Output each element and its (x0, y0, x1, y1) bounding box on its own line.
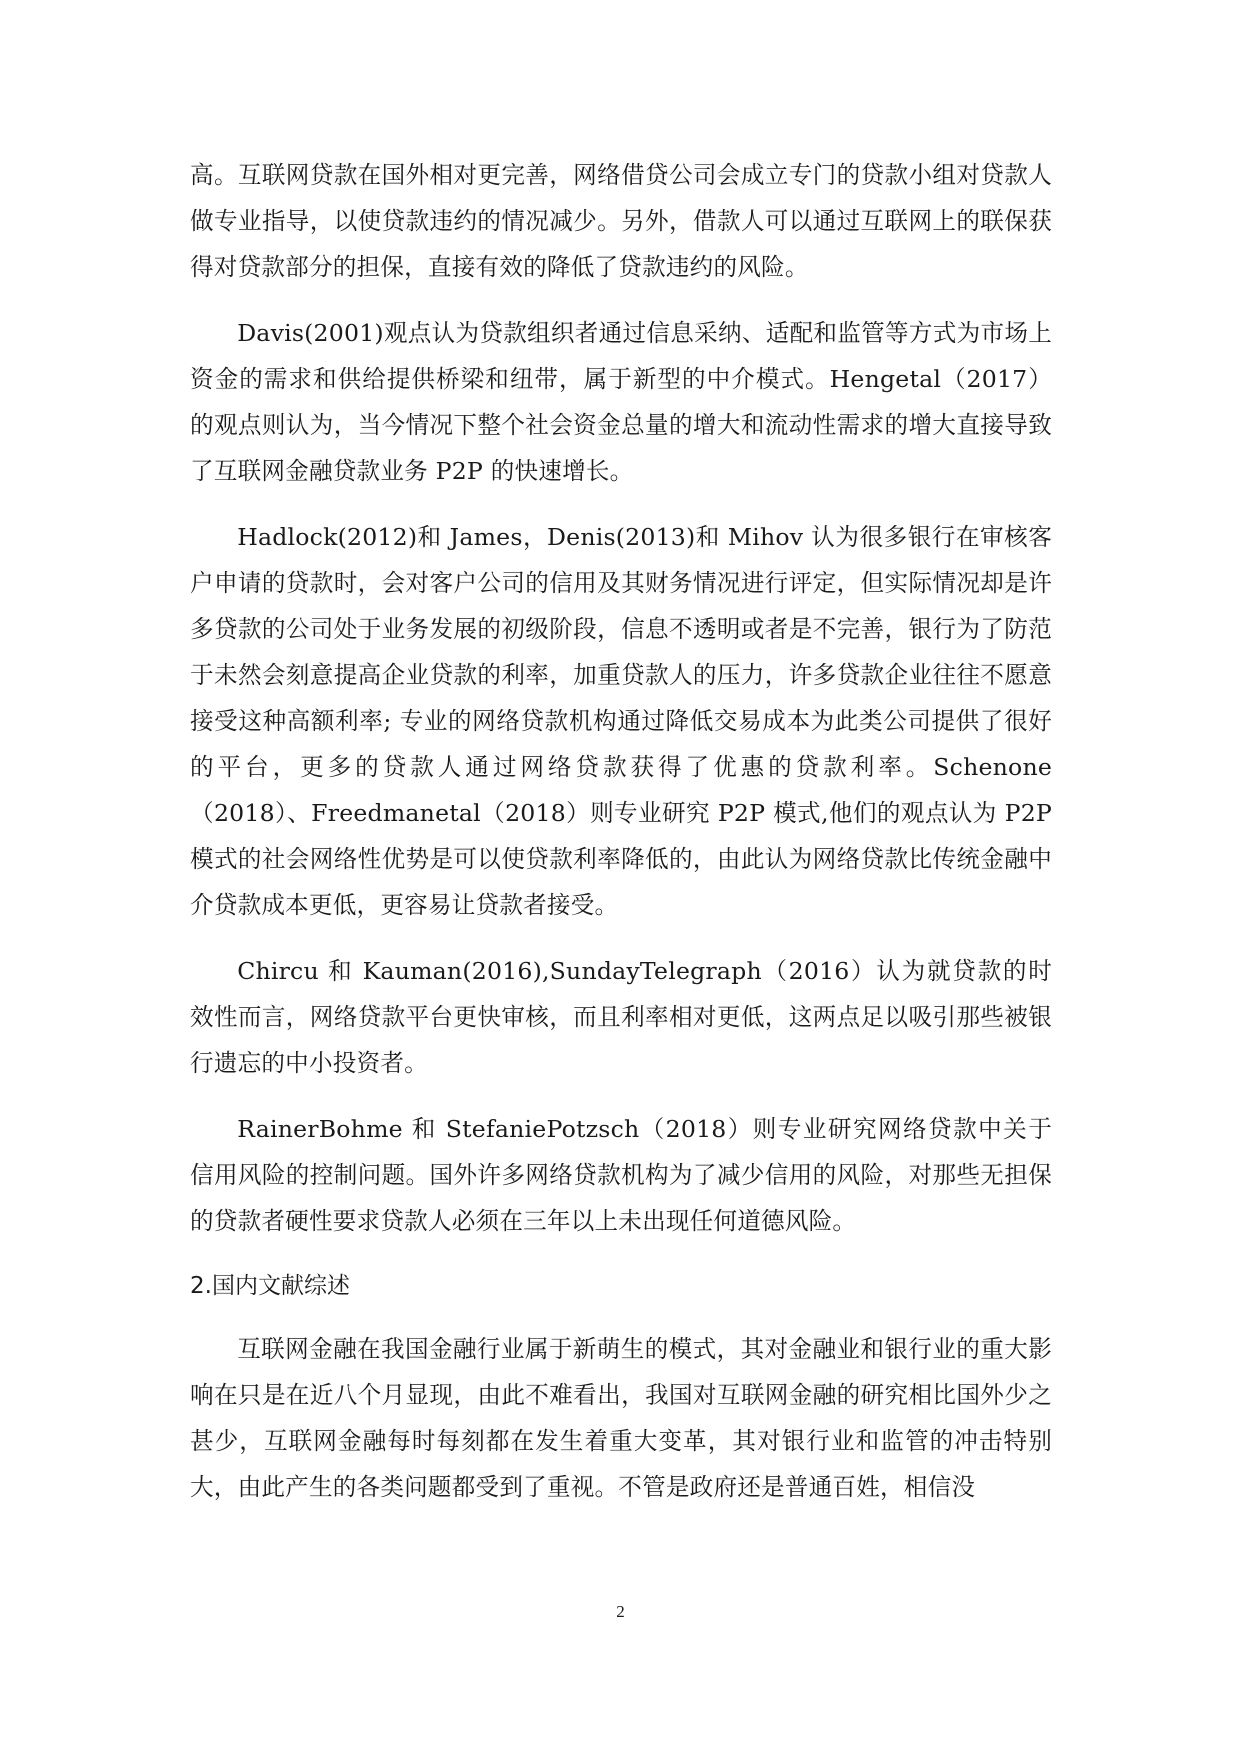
paragraph-chircu: Chircu 和 Kauman(2016),SundayTelegraph（2016）认为就贷款的时效性而言，网络贷款平台更快审核，而且利率相对更低，这两点足以吸引那些被银行遗忘的中小投资者。 (190, 957, 1052, 1077)
paragraph-hadlock: Hadlock(2012)和 James，Denis(2013)和 Mihov 认为很多银行在审核客户申请的贷款时，会对客户公司的信用及其财务情况进行评定，但实际情况却是许多贷款的公司处于业务发展的初级阶段，信息不透明或者是不完善，银行为了防范于未然会刻意提高企业贷款的利率，加重贷款人的压力，许多贷款企业往往不愿意接受这种高额利率; 专业的网络贷款机构通过降低交易成本为此类公司提供了很好的平台，更多的贷款人通过网络贷款获得了优惠的贷款利率。Schenone（2018）、Freedmanetal（2018）则专业研究 P2P 模式,他们的观点认为 P2P 模式的社会网络性优势是可以使贷款利率降低的，由此认为网络贷款比传统金融中介贷款成本更低，更容易让贷款者接受。 (190, 523, 1052, 919)
section-heading-domestic-review: 2.国内文献综述 (190, 1273, 350, 1299)
paragraph-rainerbohme: RainerBohme 和 StefaniePotzsch（2018）则专业研究网络贷款中关于信用风险的控制问题。国外许多网络贷款机构为了减少信用的风险，对那些无担保的贷款者硬性要求贷款人必须在三年以上未出现任何道德风险。 (190, 1115, 1052, 1235)
paragraph-domestic-intro: 互联网金融在我国金融行业属于新萌生的模式，其对金融业和银行业的重大影响在只是在近八个月显现，由此不难看出，我国对互联网金融的研究相比国外少之甚少，互联网金融每时每刻都在发生着重大变革，其对银行业和监管的冲击特别大，由此产生的各类问题都受到了重视。不管是政府还是普通百姓，相信没 (190, 1335, 1052, 1501)
document-body (190, 152, 1052, 1530)
page-number: 2 (616, 1602, 625, 1621)
paragraph-davis: Davis(2001)观点认为贷款组织者通过信息采纳、适配和监管等方式为市场上资金的需求和供给提供桥梁和纽带，属于新型的中介模式。Hengetal（2017）的观点则认为，当今情况下整个社会资金总量的增大和流动性需求的增大直接导致了互联网金融贷款业务 P2P 的快速增长。 (190, 319, 1052, 485)
paragraph-continuation: 高。互联网贷款在国外相对更完善，网络借贷公司会成立专门的贷款小组对贷款人做专业指导，以使贷款违约的情况减少。另外，借款人可以通过互联网上的联保获得对贷款部分的担保，直接有效的降低了贷款违约的风险。 (190, 161, 1052, 281)
